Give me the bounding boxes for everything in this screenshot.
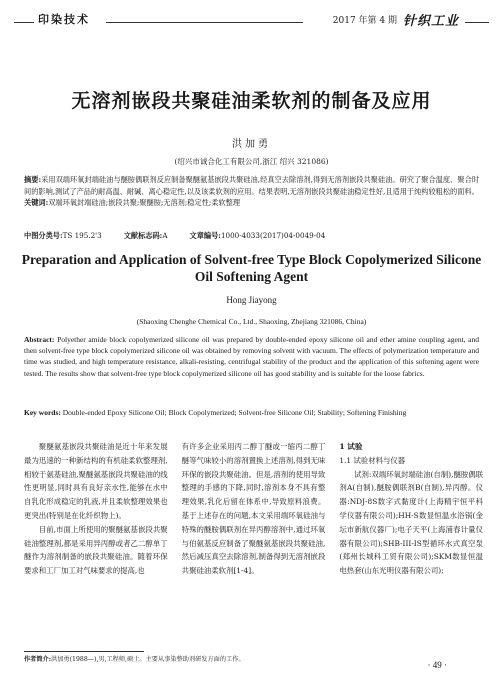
keywords-en-label: Key words: xyxy=(24,408,61,417)
body-columns xyxy=(24,440,483,650)
header-rule-left xyxy=(14,22,34,23)
footnote-rule xyxy=(24,651,144,652)
article-no-label: 文章编号: xyxy=(189,231,221,240)
paragraph: 聚醚氨基嵌段共聚硅油是近十年来发展最为迅速的一种新结构的有机硅柔软整理剂,相较于氨基硅油,聚醚氨基嵌段共聚硅油的线性更明显,同时具有良好亲水性,能够在水中自乳化形成稳定的乳液,并且柔软整理效果也更突出(特别是在化纤织物上)。 xyxy=(24,442,168,520)
keywords-cn-label: 关键词: xyxy=(24,198,49,207)
author-cn: 洪加勇 xyxy=(232,139,271,150)
doc-code-value: A xyxy=(162,231,168,240)
abstract-en-label: Abstract: xyxy=(24,335,55,344)
affiliation-cn: (绍兴市诚合化工有限公司,浙江 绍兴 321086) xyxy=(174,157,329,166)
article-no-field xyxy=(190,231,326,241)
section-label: 印染技术 xyxy=(38,13,90,26)
issue-label: 2017 年第 4 期 xyxy=(332,16,397,26)
title-cn: 无溶剂嵌段共聚硅油柔软剂的制备及应用 xyxy=(71,90,432,112)
keywords-en xyxy=(24,407,479,418)
footnote-label: 作者简介: xyxy=(24,656,52,663)
clc-label: 中图分类号: xyxy=(24,231,63,240)
affiliation-en: (Shaoxing Chenghe Chemical Co., Ltd., Shaoxing, Zhejiang 321086, China) xyxy=(136,317,367,326)
paragraph: 目前,市面上所使用的聚醚氨基嵌段共聚硅油整理剂,都是采用异丙醇或者乙二醇单丁醚作为溶剂制备的嵌段共聚硅油。随着环保要求和工厂加工对气味要求的提高,也 xyxy=(24,524,168,576)
abstract-cn-label: 摘要: xyxy=(24,175,42,184)
column-1 xyxy=(24,440,168,650)
header-rule-middle xyxy=(106,22,303,23)
page-number: · 49 · xyxy=(427,660,447,670)
abstract-en xyxy=(24,334,479,379)
section-heading: 1 试验 xyxy=(339,442,363,451)
doc-code-field xyxy=(124,231,168,241)
article-no-value: 1000-4033(2017)04-0049-04 xyxy=(220,231,326,240)
subsection-heading: 1.1 试验材料与仪器 xyxy=(339,455,406,465)
title-en: Preparation and Application of Solvent-free Type Block Copolymerized Silicone Oil Softening Agent xyxy=(21,252,482,284)
doc-code-label: 文献标志码: xyxy=(123,231,163,240)
paragraph: 试剂:双端环氧封端硅油(自制),醚胺偶联剂A(自制),醚胺偶联剂B(自制),异丙醇。仪器:NDJ-8S数字式黏度计(上海精宇恒平科学仪器有限公司);HH-S数显恒温水浴锅(金坛市新航仪器厂);电子天平(上海浦春计量仪器有限公司);SHB-III-IS型循环水式真空泵(郑州长城科工贸有限公司);SKM数显恒温电热套(山东光明仪器有限公司); xyxy=(339,469,484,576)
column-3 xyxy=(339,440,483,650)
column-2 xyxy=(182,440,326,650)
footnote xyxy=(24,654,479,663)
running-header xyxy=(14,10,489,32)
clc-value: TS 195.2'3 xyxy=(62,231,102,240)
author-en: Hong Jiayong xyxy=(226,295,277,305)
abstract-cn-text: 采用双端环氧封端硅油与醚胺偶联剂反应制备聚醚氨基嵌段共聚硅油,经真空去除溶剂,得到无溶剂嵌段共聚硅油。研究了聚合温度、聚合时间的影响,测试了产品的耐高温、耐碱、离心稳定性,以及该柔软剂的应用。结果表明,无溶剂嵌段共聚硅油稳定性好,且适用于纯构较粗松的面料。 xyxy=(24,175,480,196)
clc-field xyxy=(24,231,102,241)
paragraph: 有许多企业采用丙二醇丁醚或一缩丙二醇丁醚等气味较小的溶剂置换上述溶剂,得到无味环保的嵌段共聚硅油。但是,溶剂的使用导致整理的手感的下降,同时,溶剂本身不具有整理效果,乳化后留在体系中,导致原料浪费。基于上述存在的问题,本文采用端环氧硅油与特殊的醚胺偶联剂在异丙醇溶剂中,通过环氧与伯氨基反应制备了聚醚氨基嵌段共聚硅油,然后减压真空去除溶剂,制备得到无溶剂嵌段共聚硅油柔软剂[1-4]。 xyxy=(181,442,326,576)
abstract-en-text: Polyether amide block copolymerized silicone oil was prepared by double-ended epoxy silicone oil and ether amine coupling agent, and then solvent-free type block copolymerized silicone oil was obtained by removing solvent with vacuum. The effects of polymerization temperature and time was studied, and high temperature resistance, alkali-resisting, centrifugal stability of the product and the application of this softening agent were tested. The results show that solvent-free type block copolymerized silicone oil has good stability and is suitable for the loose fabrics. xyxy=(24,335,480,378)
header-rule-right xyxy=(465,22,489,23)
keywords-cn-text: 双端环氧封端硅油;嵌段共聚;聚醚胺;无溶剂;稳定性;柔软整理 xyxy=(48,198,241,207)
journal-name: 针织工业 xyxy=(402,14,459,29)
abstract-cn xyxy=(24,174,479,209)
keywords-en-text: Double-ended Epoxy Silicone Oil; Block Copolymerized; Solvent-free Silicone Oil; Stability; Softening Finishing xyxy=(62,408,407,417)
footnote-text: 洪加勇(1988—),男,工程师,硕士。主要从事染整助剂研发方面的工作。 xyxy=(51,656,245,663)
classification-row xyxy=(24,231,479,241)
